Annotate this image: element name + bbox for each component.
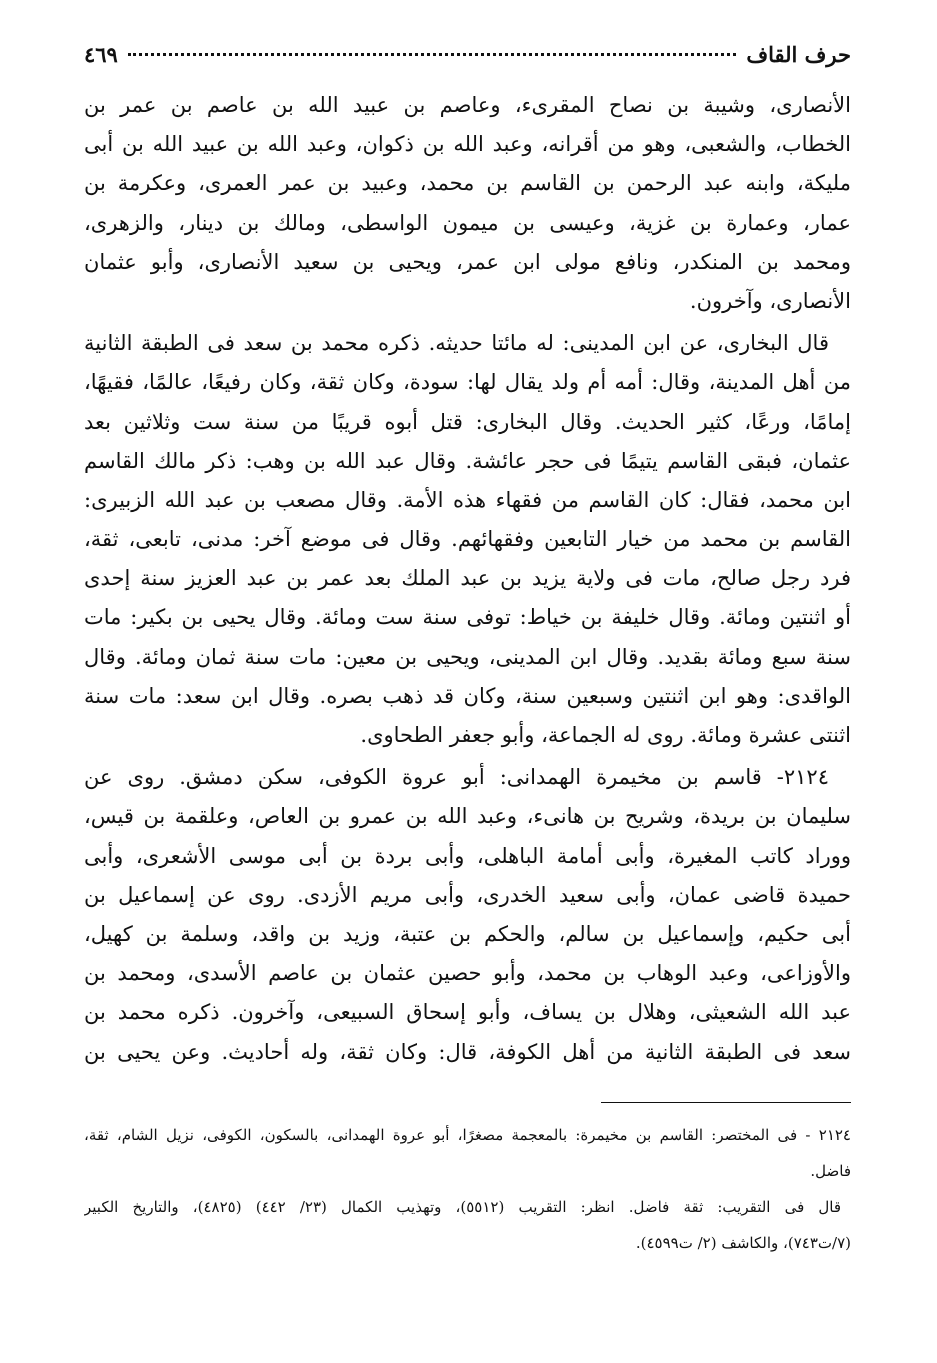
text-line: سليمان بن بريدة، وشريح بن هانىء، وعبد الله بن عمرو بن العاص، وعلقمة بن قيس، [84,804,851,829]
text-line: القاسم بن محمد من خيار التابعين وفقهائهم. وقال فى موضع آخر: مدنى، تابعى، ثقة، [84,527,851,552]
text-line: الأنصارى، وآخرون. [689,288,851,313]
text-line: عمار، وعمارة بن غزية، وعيسى بن ميمون الواسطى، ومالك بن دينار، والزهرى، [84,210,851,235]
text-line: عثمان، فبقى القاسم يتيمًا فى حجر عائشة. وقال عبد الله بن وهب: ذكر مالك القاسم [84,448,851,473]
text-line: الخطاب، والشعبى، وهو من أقرانه، وعبد الله بن ذكوان، وعبد الله بن عبيد الله بن أبى [84,132,851,157]
text-line: حميدة قاضى عمان، وأبى سعيد الخدرى، وأبى مريم الأزدى. روى عن إسماعيل بن [84,882,851,907]
text-line: اثنتى عشرة ومائة. روى له الجماعة، وأبو جعفر الطحاوى. [360,723,851,747]
running-header [84,42,851,86]
text-line: ومحمد بن المنكدر، ونافع مولى ابن عمر، ويحيى بن سعيد الأنصارى، وأبو عثمان [84,249,851,274]
footnote-line: (٧/ت٧٤٣)، والكاشف (٢/ ت٤٥٩٩). [635,1233,851,1252]
paragraph [84,324,851,755]
text-line: والأوزاعى، وعبد الوهاب بن محمد، وأبو حصين عثمان بن عاصم الأسدى، ومحمد بن [84,961,851,986]
footnote [84,1117,851,1189]
text-line: ابن محمد، فقال: كان القاسم من فقهاء هذه الأمة. وقال مصعب بن عبد الله الزبيرى: [84,487,851,512]
text-line: أبى حكيم، وإسماعيل بن سالم، والحكم بن عتبة، وزيد بن واقد، وسلمة بن كهيل، [84,921,851,946]
text-line: سعد فى الطبقة الثانية من أهل الكوفة، قال: وكان ثقة، وله أحاديث. وعن يحيى بن [84,1039,851,1064]
paragraph [84,86,851,321]
paragraph [84,758,851,1072]
text-line: عبد الله الشعيثى، وهلال بن يساف، وأبو إسحاق السبيعى، وآخرون. ذكره محمد بن [84,1000,851,1025]
footnote-line: فاضل. [810,1161,851,1180]
text-line: إمامًا، ورعًا، كثير الحديث. وقال البخارى: قتل أبوه قريبًا من سنة ست وثلاثين بعد [84,409,851,434]
footnote [84,1189,851,1261]
text-line: فرد رجل صالح، مات فى ولاية يزيد بن عبد الملك بعد عمر بن عبد العزيز سنة إحدى [84,566,851,591]
footnote-separator [601,1102,851,1103]
chapter-title: حرف القاف [746,42,851,67]
text-line: من أهل المدينة، وقال: أمه أم ولد يقال لها: سودة، وكان ثقة، وكان رفيعًا، عالمًا، فقيهًا، [84,370,851,395]
footnote-line: قال فى التقريب: ثقة فاضل. انظر: التقريب (٥٥١٢)، وتهذيب الكمال (٢٣/ ٤٤٢) (٤٨٢٥)، والتاريخ الكبير [84,1197,842,1216]
entry-heading-line: ٢١٢٤- قاسم بن مخيمرة الهمدانى: أبو عروة الكوفى، سكن دمشق. روى عن [84,765,829,790]
text-line: مليكة، وابنه عبد الرحمن بن القاسم بن محمد، وعبيد بن عمر العمرى، وعكرمة بن [84,171,851,196]
text-line: ووراد كاتب المغيرة، وأبى أمامة الباهلى، وأبى بردة بن أبى موسى الأشعرى، وأبى [84,843,851,868]
text-line: الأنصارى، وشيبة بن نصاح المقرىء، وعاصم بن عبيد الله بن عاصم بن عمر بن [84,93,851,117]
page-number: ٤٦٩ [84,42,118,67]
footnote-line: ٢١٢٤ - فى المختصر: القاسم بن مخيمرة: بالمعجمة مصغرًا، أبو عروة الهمدانى، بالسكون، الكوفى، نزيل الشام، ثقة، [84,1125,851,1144]
main-text [84,86,851,1072]
text-line: سنة سبع ومائة بقديد. وقال ابن المدينى، ويحيى بن معين: مات سنة ثمان ومائة. وقال [84,644,851,669]
header-dotted-leader [128,53,736,56]
text-line: الواقدى: وهو ابن اثنتين وسبعين سنة، وكان قد ذهب بصره. وقال ابن سعد: مات سنة [84,683,851,708]
footnotes [84,1117,851,1261]
text-line: قال البخارى، عن ابن المدينى: له مائتا حديثه. ذكره محمد بن سعد فى الطبقة الثانية [84,331,829,356]
text-line: أو اثنتين ومائة. وقال خليفة بن خياط: توفى سنة ست ومائة. وقال يحيى بن بكير: مات [84,605,851,630]
